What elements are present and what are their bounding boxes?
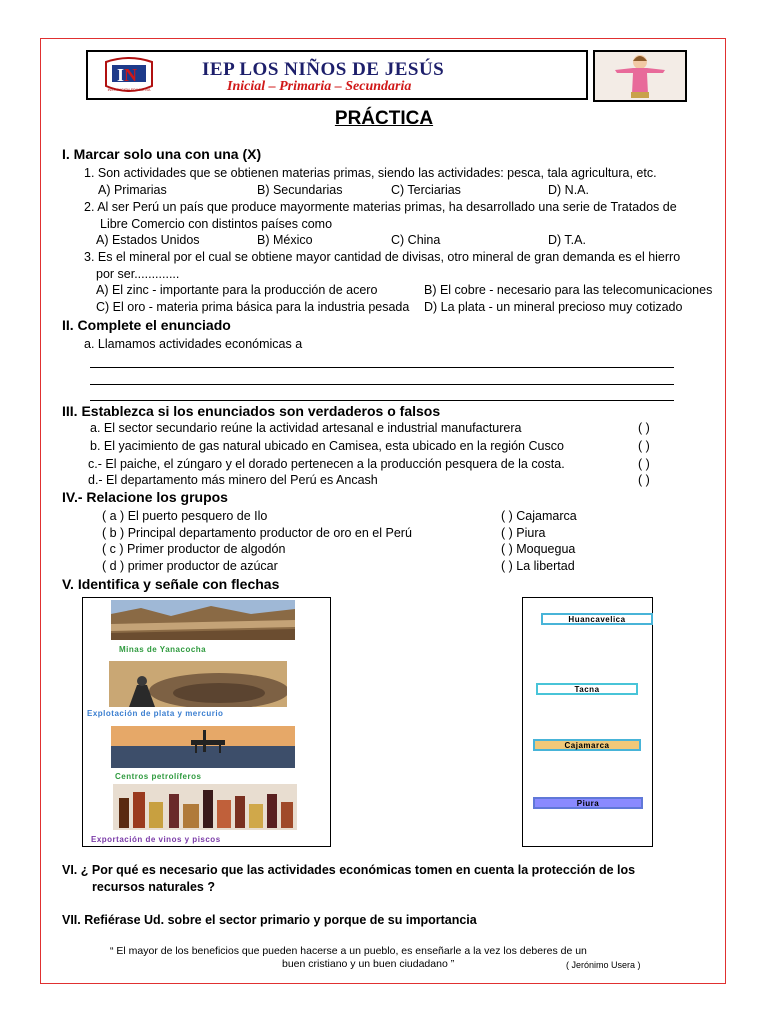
- section-5-heading: V. Identifica y señale con flechas: [62, 576, 280, 592]
- section-6-line2: recursos naturales ?: [92, 880, 215, 894]
- q1-option-b: B) Secundarias: [257, 183, 343, 197]
- wine-pisco-photo: [113, 784, 297, 830]
- tf-answer-box[interactable]: ( ): [638, 421, 650, 435]
- q2-line1: 2. Al ser Perú un país que produce mayormente materias primas, ha desarrollado una serie de Tratados de: [84, 200, 677, 214]
- tf-statement-d: d.- El departamento más minero del Perú es Ancash: [88, 473, 378, 487]
- place-tacna[interactable]: Tacna: [536, 683, 638, 695]
- quote-line2: buen cristiano y un buen ciudadano ”: [282, 958, 455, 970]
- place-huancavelica[interactable]: Huancavelica: [541, 613, 653, 625]
- page-title: PRÁCTICA: [334, 108, 434, 129]
- q3-option-d: D) La plata - un mineral precioso muy cotizado: [424, 300, 683, 314]
- answer-line[interactable]: [90, 367, 674, 368]
- match-left-b: ( b ) Principal departamento productor de oro en el Perú: [102, 526, 412, 540]
- tf-statement-a: a. El sector secundario reúne la actividad artesanal e industrial manufacturera: [90, 421, 522, 435]
- caption-silver: Explotación de plata y mercurio: [87, 709, 224, 718]
- q3-line2: por ser.............: [96, 267, 180, 281]
- caption-wine: Exportación de vinos y piscos: [91, 835, 221, 844]
- match-left-a: ( a ) El puerto pesquero de Ilo: [102, 509, 268, 523]
- school-logo: [104, 54, 154, 96]
- section-4-heading: IV.- Relacione los grupos: [62, 489, 228, 505]
- oil-platform-photo: [111, 726, 295, 768]
- q3-option-b: B) El cobre - necesario para las telecomunicaciones: [424, 283, 713, 297]
- school-levels: Inicial – Primaria – Secundaria: [227, 79, 412, 94]
- activity-images-panel: [82, 597, 331, 847]
- q2-option-c: C) China: [391, 233, 441, 247]
- q2-option-d: D) T.A.: [548, 233, 586, 247]
- section-2-heading: II. Complete el enunciado: [62, 317, 231, 333]
- school-name: IEP LOS NIÑOS DE JESÚS: [202, 59, 445, 80]
- svg-text:INSTITUCION EDUCATIVA: INSTITUCION EDUCATIVA: [107, 88, 151, 92]
- place-cajamarca[interactable]: Cajamarca: [533, 739, 641, 751]
- q2-option-a: A) Estados Unidos: [96, 233, 200, 247]
- q2-line2: Libre Comercio con distintos países como: [100, 217, 333, 231]
- section-3-heading: III. Establezca si los enunciados son verdaderos o falsos: [62, 403, 441, 419]
- svg-text:I: I: [117, 65, 125, 85]
- q3-option-c: C) El oro - materia prima básica para la industria pesada: [96, 300, 410, 314]
- school-header: [86, 50, 588, 100]
- q3-option-a: A) El zinc - importante para la producción de acero: [96, 283, 378, 297]
- caption-mines: Minas de Yanacocha: [119, 645, 207, 654]
- q2-option-b: B) México: [257, 233, 313, 247]
- child-jesus-image: [595, 52, 685, 100]
- q3-line1: 3. Es el mineral por el cual se obtiene mayor cantidad de divisas, otro mineral de gran demanda es el hierro: [84, 250, 681, 264]
- caption-oil: Centros petrolíferos: [115, 772, 202, 781]
- tf-answer-box[interactable]: ( ): [638, 457, 650, 471]
- match-right-la-libertad[interactable]: ( ) La libertad: [501, 559, 575, 573]
- q1-option-c: C) Terciarias: [391, 183, 461, 197]
- answer-line[interactable]: [90, 400, 674, 401]
- places-panel: [522, 597, 653, 847]
- match-left-c: ( c ) Primer productor de algodón: [102, 542, 286, 556]
- mine-photo: [111, 600, 295, 640]
- section-6-line1: VI. ¿ Por qué es necesario que las actividades económicas tomen en cuenta la protección de los: [62, 863, 636, 877]
- quote-line1: “ El mayor de los beneficios que pueden hacerse a un pueblo, es enseñarle a la vez los deberes de un: [110, 945, 587, 957]
- q1-option-a: A) Primarias: [98, 183, 167, 197]
- section-7-text: VII. Refiérase Ud. sobre el sector primario y porque de su importancia: [62, 913, 477, 927]
- match-right-moquegua[interactable]: ( ) Moquegua: [501, 542, 576, 556]
- tf-statement-c: c.- El paiche, el zúngaro y el dorado pertenecen a la producción pesquera de la costa.: [88, 457, 565, 471]
- match-left-d: ( d ) primer productor de azúcar: [102, 559, 278, 573]
- tf-statement-b: b. El yacimiento de gas natural ubicado en Camisea, esta ubicado en la región Cusco: [90, 439, 564, 453]
- place-piura[interactable]: Piura: [533, 797, 643, 809]
- quote-author: ( Jerónimo Usera ): [566, 960, 641, 970]
- match-right-cajamarca[interactable]: ( ) Cajamarca: [501, 509, 577, 523]
- section-2-item: a. Llamamos actividades económicas a: [84, 337, 303, 351]
- svg-text:N: N: [124, 65, 137, 85]
- section-1-heading: I. Marcar solo una con una (X): [62, 146, 262, 162]
- q1-option-d: D) N.A.: [548, 183, 589, 197]
- silver-mining-photo: [109, 661, 287, 707]
- tf-answer-box[interactable]: ( ): [638, 473, 650, 487]
- match-right-piura[interactable]: ( ) Piura: [501, 526, 546, 540]
- saint-image: [593, 50, 687, 102]
- tf-answer-box[interactable]: ( ): [638, 439, 650, 453]
- q1-text: 1. Son actividades que se obtienen materias primas, siendo las actividades: pesca, tala agricultura, etc.: [84, 166, 657, 180]
- answer-line[interactable]: [90, 384, 674, 385]
